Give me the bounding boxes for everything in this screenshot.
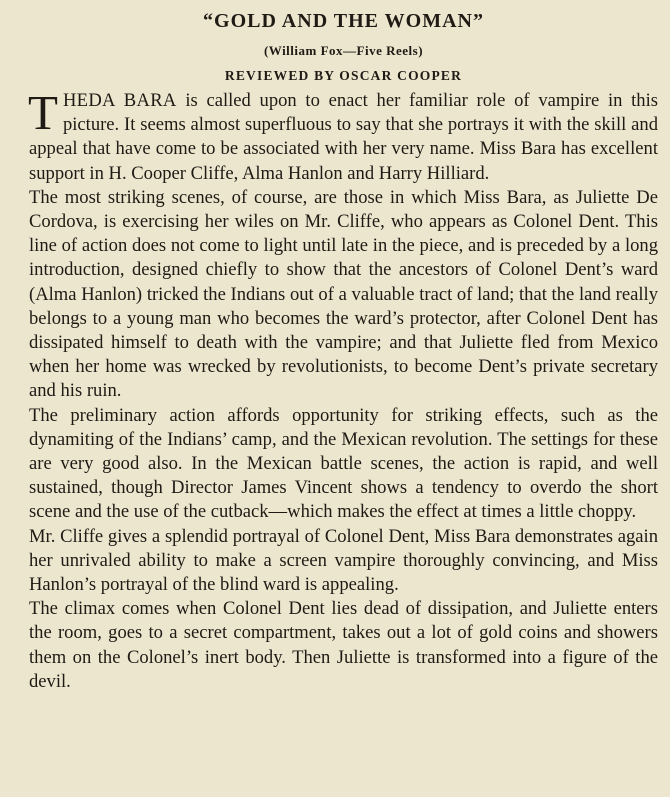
paragraph-1-text: is called upon to enact her familiar role of vampire in this picture. It seems almost superfluous to say that she portrays it with the skill and appeal that have come to be associated with her very name. Miss Bara has excellent support in H. Cooper Cliffe, Alma Hanlon and Harry Hilliard. [29, 90, 658, 184]
drop-cap: T [28, 85, 58, 140]
paragraph-1 [28, 85, 658, 186]
paragraph-4: Mr. Cliffe gives a splendid portrayal of Colonel Dent, Miss Bara demonstrates again her unrivaled ability to make a screen vampire thoroughly convincing, and Miss Hanlon’s portrayal of the blind ward is appealing. [29, 525, 658, 596]
article-byline: REVIEWED BY OSCAR COOPER [224, 68, 463, 83]
article-body [28, 85, 658, 694]
article-subtitle: (William Fox—Five Reels) [263, 43, 424, 58]
lead-words: HEDA BARA [62, 90, 177, 111]
paragraph-5: The climax comes when Colonel Dent lies dead of dissipation, and Juliette enters the room, goes to a secret compartment, takes out a lot of gold coins and showers them on the Colonel’s inert body. Then Juliette is transformed into a figure of the devil. [29, 598, 658, 692]
paragraph-3: The preliminary action affords opportunity for striking effects, such as the dynamiting of the Indians’ camp, and the Mexican revolution. The settings for these are very good also. In the Mexican battle scenes, the action is rapid, and well sustained, though Director James Vincent shows a tendency to overdo the short scene and the use of the cutback—which makes the effect at times a little choppy. [29, 404, 658, 523]
paragraph-2: The most striking scenes, of course, are those in which Miss Bara, as Juliette De Cordova, is exercising her wiles on Mr. Cliffe, who appears as Colonel Dent. This line of action does not come to light until late in the piece, and is preceded by a long introduction, designed chiefly to show that the ancestors of Colonel Dent’s ward (Alma Hanlon) tricked the Indians out of a valuable tract of land; that the land really belongs to a young man who becomes the ward’s protector, after Colonel Dent has dissipated himself to death with the vampire; and that Juliette fled from Mexico when her home was wrecked by revolutionists, to become Dent’s private secretary and his ruin. [29, 186, 658, 402]
article-title: “GOLD AND THE WOMAN” [203, 10, 484, 32]
